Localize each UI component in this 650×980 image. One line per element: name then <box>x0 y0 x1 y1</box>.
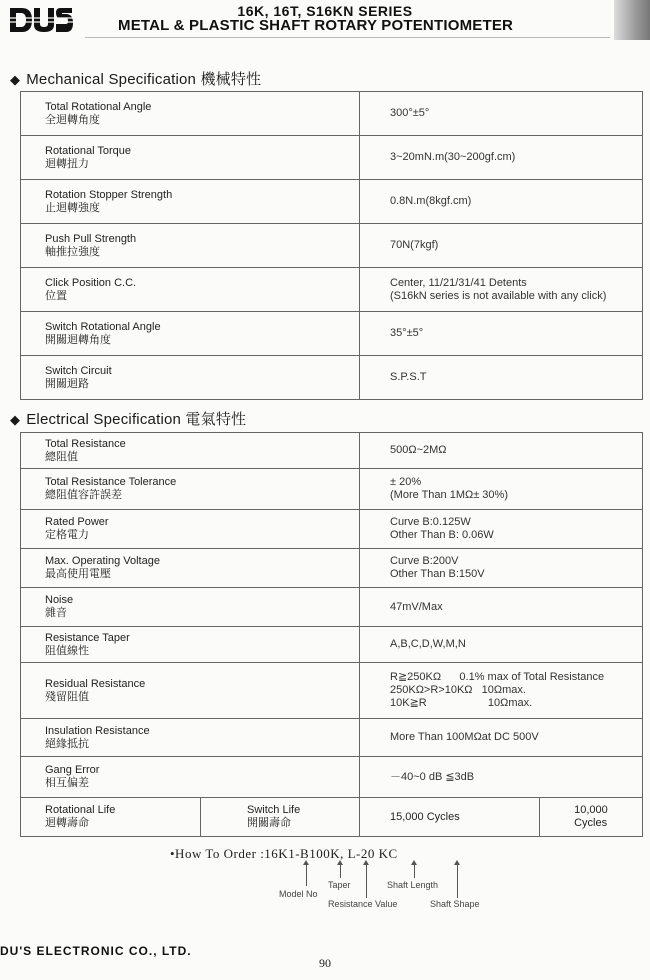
arrow-up-icon <box>414 864 415 878</box>
spec-value-text: 300°±5° <box>390 107 430 119</box>
spec-value-text: 250KΩ>R>10KΩ 10Ωmax. <box>390 684 526 696</box>
spec-label-en: Switch Rotational Angle <box>45 320 161 333</box>
spec-value-text: R≧250KΩ 0.1% max of Total Resistance <box>390 671 605 683</box>
spec-value <box>360 588 643 627</box>
spec-label-en: Noise <box>45 594 74 606</box>
spec-value-text: Curve B:200V <box>390 555 459 567</box>
spec-label-zh: 阻值線性 <box>45 644 89 657</box>
spec-label-en: Total Rotational Angle <box>45 100 152 113</box>
spec-value-text: 3~20mN.m(30~200gf.cm) <box>390 151 516 163</box>
table-row <box>21 510 643 549</box>
spec-value-text: 500Ω~2MΩ <box>390 444 447 456</box>
spec-label-en: Push Pull Strength <box>45 232 137 245</box>
spec-label-en: Resistance Taper <box>45 631 130 644</box>
annotation-taper: Taper <box>328 880 351 890</box>
spec-value <box>360 627 643 663</box>
table-row <box>21 588 643 627</box>
table-row <box>21 180 643 224</box>
spec-label <box>21 719 360 757</box>
spec-label-zh: 相互偏差 <box>45 777 89 789</box>
annotation-shaft-length: Shaft Length <box>387 880 439 890</box>
spec-value <box>360 433 643 469</box>
spec-value-text: (More Than 1MΩ± 30%) <box>390 489 508 501</box>
spec-value <box>360 224 643 268</box>
spec-label-zh: 軸推拉強度 <box>45 245 100 258</box>
spec-label <box>21 268 360 312</box>
series-title: 16K, 16T, S16KN SERIES <box>237 3 413 19</box>
spec-value <box>360 136 643 180</box>
spec-value <box>360 312 643 356</box>
spec-label <box>21 757 360 798</box>
rotational-life-label <box>21 798 201 836</box>
table-row <box>21 268 643 312</box>
page-number: 90 <box>319 956 331 970</box>
spec-label-en: Click Position C.C. <box>45 276 137 289</box>
annotation-model-no: Model No <box>279 889 318 899</box>
electrical-heading <box>10 408 246 429</box>
spec-label <box>21 627 360 663</box>
spec-label-zh: 開關迴轉角度 <box>45 333 111 346</box>
rotational-life-value <box>360 798 540 836</box>
spec-value-text: 15,000 Cycles <box>390 810 460 823</box>
spec-value-text: 10,000 Cycles <box>574 804 608 829</box>
spec-label <box>21 510 360 549</box>
product-title: METAL & PLASTIC SHAFT ROTARY POTENTIOMETER <box>118 17 514 34</box>
table-row <box>21 798 643 837</box>
spec-label <box>21 469 360 510</box>
spec-label <box>21 433 360 469</box>
spec-label-zh: 位置 <box>45 289 67 302</box>
spec-label-en: Rated Power <box>45 516 109 528</box>
spec-label-en: Rotational Torque <box>45 144 132 157</box>
spec-label-zh: 絕緣抵抗 <box>45 737 89 750</box>
rotational-life-cell <box>21 798 360 837</box>
spec-value-text: 70N(7kgf) <box>390 239 439 251</box>
spec-value-text: Center, 11/21/31/41 Detents <box>390 276 527 289</box>
table-row <box>21 469 643 510</box>
spec-label-zh: 總阻值 <box>45 450 78 463</box>
annotation-shaft-shape: Shaft Shape <box>430 899 480 909</box>
spec-label-zh: 開關迴路 <box>45 377 89 390</box>
spec-label <box>21 549 360 588</box>
spec-value-text: 47mV/Max <box>390 600 443 613</box>
diamond-bullet-icon: ◆ <box>10 412 21 427</box>
table-row <box>21 433 643 469</box>
spec-label-zh: 迴轉扭力 <box>45 157 89 170</box>
diamond-bullet-icon: ◆ <box>10 72 21 87</box>
spec-label-en: Total Resistance <box>45 437 126 450</box>
spec-label-zh: 總阻值容許誤差 <box>45 489 122 501</box>
spec-label <box>21 180 360 224</box>
spec-label <box>21 92 360 136</box>
spec-value <box>360 180 643 224</box>
table-row <box>21 312 643 356</box>
spec-value <box>360 92 643 136</box>
spec-label-zh: 殘留阻值 <box>45 690 89 703</box>
spec-value-note: (S16kN series is not available with any click) <box>390 289 607 302</box>
spec-label-en: Rotation Stopper Strength <box>45 188 173 201</box>
arrow-up-icon <box>306 864 307 886</box>
spec-value <box>360 356 643 400</box>
spec-label-en: Gang Error <box>45 764 100 776</box>
spec-value <box>360 510 643 549</box>
table-row <box>21 224 643 268</box>
how-to-order-code: •How To Order :16K1-B100K, L-20 KC <box>170 846 398 861</box>
table-row <box>21 92 643 136</box>
spec-value-text: S.P.S.T <box>390 371 427 383</box>
spec-label-en: Switch Life <box>247 804 301 816</box>
switch-life-label <box>201 798 300 836</box>
spec-label-en: Total Resistance Tolerance <box>45 476 177 488</box>
spec-label-zh: 全迴轉角度 <box>45 113 100 126</box>
spec-value-text: Other Than B:150V <box>390 568 485 580</box>
spec-label-zh: 最高使用電壓 <box>45 568 111 580</box>
spec-label-en: Switch Circuit <box>45 364 112 377</box>
spec-value-text: Other Than B: 0.06W <box>390 529 494 541</box>
electrical-spec-table <box>20 432 643 837</box>
spec-label-zh: 止迴轉強度 <box>45 201 100 214</box>
spec-label <box>21 356 360 400</box>
spec-label-en: Rotational Life <box>45 804 116 816</box>
spec-value <box>360 268 643 312</box>
table-row <box>21 719 643 757</box>
spec-label-zh: 開關壽命 <box>247 817 291 829</box>
spec-value-text: Curve B:0.125W <box>390 516 471 528</box>
spec-label-zh: 雜音 <box>45 607 67 619</box>
table-row <box>21 627 643 663</box>
spec-value <box>360 549 643 588</box>
spec-value-text: －40~0 dB ≦3dB <box>390 770 475 783</box>
spec-value <box>360 469 643 510</box>
arrow-up-icon <box>340 864 341 878</box>
company-name: DU'S ELECTRONIC CO., LTD. <box>0 944 192 958</box>
table-row <box>21 757 643 798</box>
spec-label-zh: 定格電力 <box>45 529 89 541</box>
switch-life-value <box>540 798 642 836</box>
spec-value-text: ± 20% <box>390 476 422 488</box>
arrow-up-icon <box>366 864 367 898</box>
spec-label <box>21 588 360 627</box>
spec-value <box>360 757 643 798</box>
spec-value-text: A,B,C,D,W,M,N <box>390 638 466 650</box>
spec-label-en: Max. Operating Voltage <box>45 555 160 567</box>
spec-value-text: 10K≧R 10Ωmax. <box>390 697 533 709</box>
spec-value <box>360 719 643 757</box>
spec-label <box>21 663 360 719</box>
spec-value-text: 35°±5° <box>390 327 424 339</box>
header-divider <box>85 37 610 38</box>
spec-value-text: More Than 100MΩat DC 500V <box>390 731 539 743</box>
table-row <box>21 663 643 719</box>
spec-value-text: 0.8N.m(8kgf.cm) <box>390 195 472 207</box>
life-values-cell <box>360 798 643 837</box>
electrical-heading-text: Electrical Specification 電氣特性 <box>26 411 247 428</box>
table-row <box>21 549 643 588</box>
table-row <box>21 136 643 180</box>
spec-label-en: Residual Resistance <box>45 677 146 690</box>
table-row <box>21 356 643 400</box>
spec-label <box>21 136 360 180</box>
annotation-resistance-value: Resistance Value <box>328 899 398 909</box>
spec-label <box>21 312 360 356</box>
mechanical-heading <box>10 68 261 89</box>
mechanical-heading-text: Mechanical Specification 機械特性 <box>26 71 262 88</box>
mechanical-spec-table <box>20 91 643 400</box>
spec-label-zh: 迴轉壽命 <box>45 817 89 829</box>
spec-value <box>360 663 643 719</box>
arrow-up-icon <box>457 864 458 898</box>
spec-label-en: Insulation Resistance <box>45 724 150 737</box>
spec-label <box>21 224 360 268</box>
